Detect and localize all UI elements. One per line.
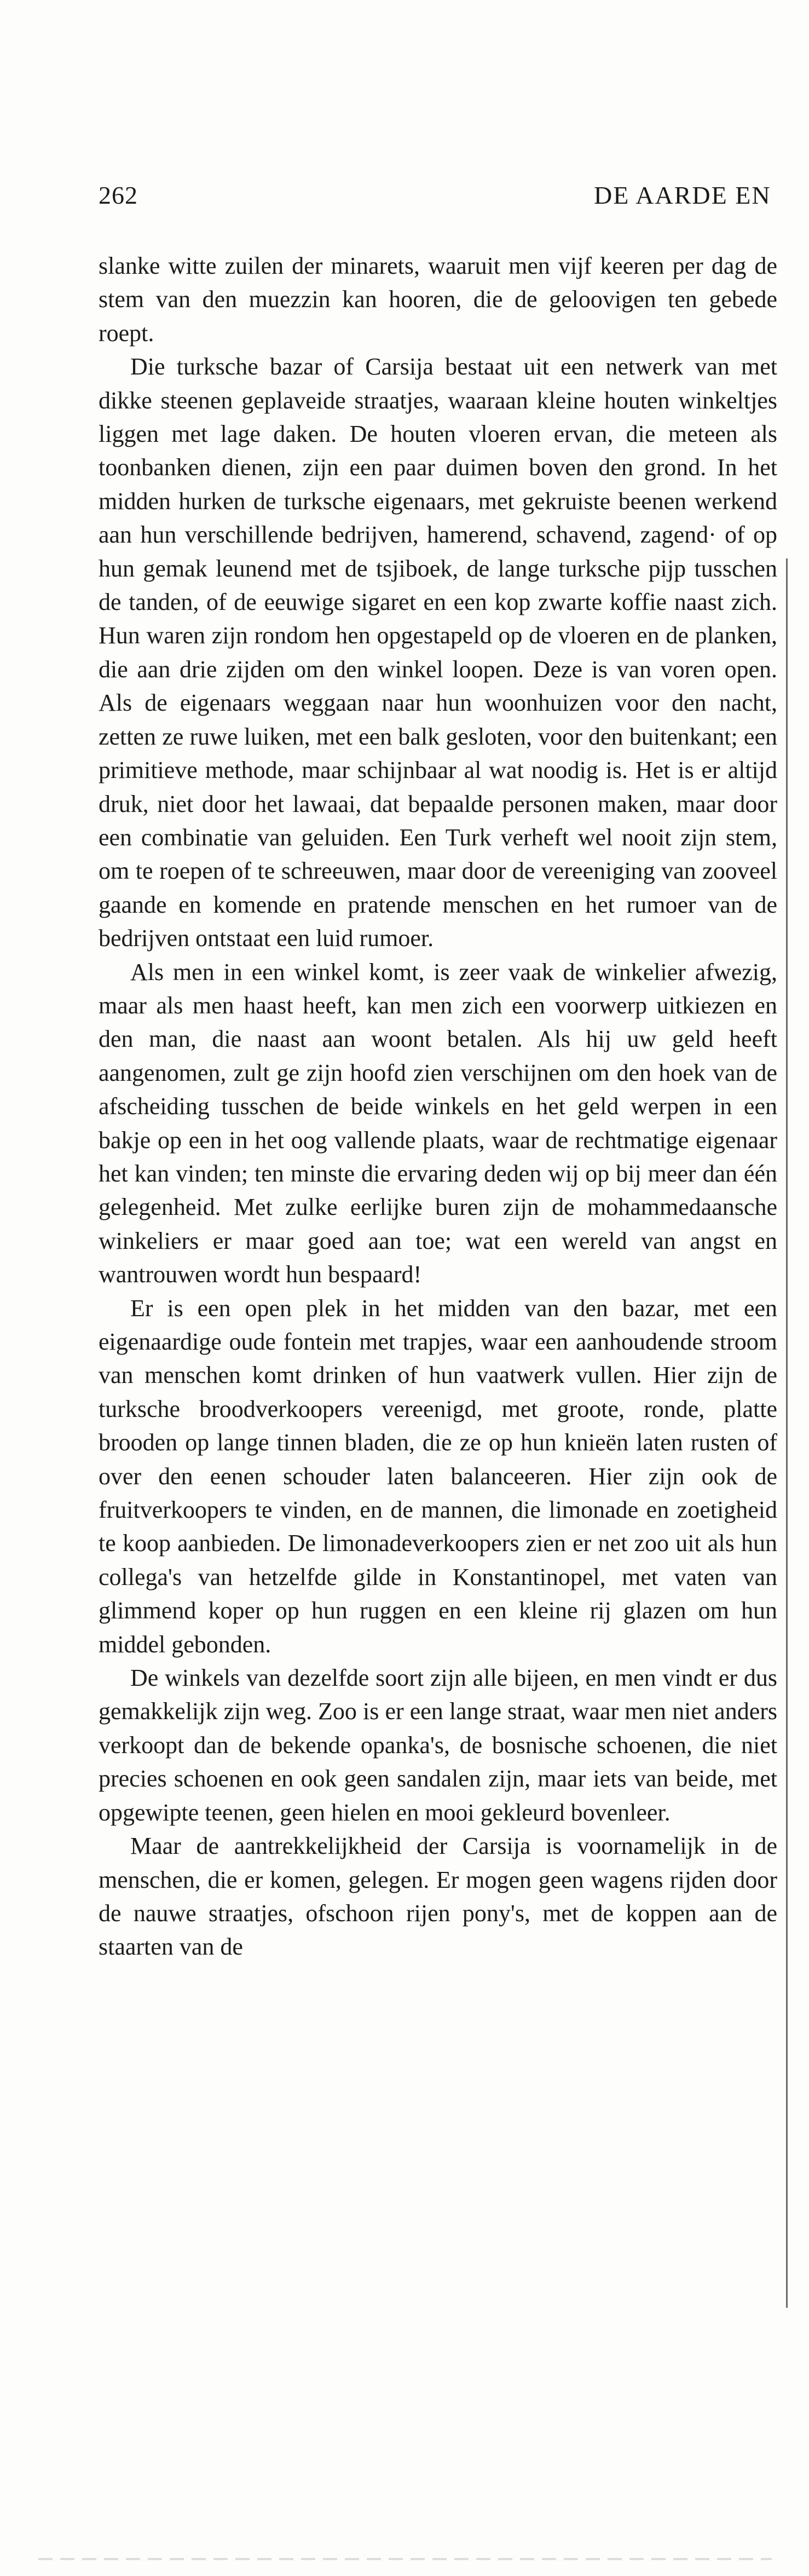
running-head [0, 181, 809, 214]
paragraph-3: Als men in een winkel komt, is zeer vaak de winkelier afwezig, maar als men haast heeft, kan men zich een voorwerp uitkiezen en den man, die naast aan woont betalen. Als hij uw geld heeft aangenomen, zult ge zijn hoofd zien verschijnen om den hoek van de afscheiding tusschen de beide winkels en het geld werpen in een bakje op een in het oog vallende plaats, waar de rechtmatige eigenaar het kan vinden; ten minste die ervaring deden wij op bij meer dan één gelegenheid. Met zulke eerlijke buren zijn de mohammedaansche winkeliers er maar goed aan toe; wat een wereld van angst en wantrouwen wordt hun bespaard! [99, 958, 777, 1288]
body-text [99, 249, 777, 2357]
paragraph-2: Die turksche bazar of Carsija bestaat uit een netwerk van met dikke steenen geplaveide straatjes, waaraan kleine houten winkeltjes liggen met lage daken. De houten vloeren ervan, die meteen als toonbanken dienen, zijn een paar duimen boven den grond. In het midden hurken de turksche eigenaars, met gekruiste beenen werkend aan hun verschillende bedrijven, hamerend, schavend, zagend· of op hun gemak leunend met de tsjiboek, de lange turksche pijp tusschen de tanden, of de eeuwige sigaret en een kop zwarte koffie naast zich. Hun waren zijn rondom hen opgestapeld op de vloeren en de planken, die aan drie zijden om den winkel loopen. Deze is van voren open. Als de eigenaars weggaan naar hun woonhuizen voor den nacht, zetten ze ruwe luiken, met een balk gesloten, voor den buitenkant; een primitieve methode, maar schijnbaar al wat noodig is. Het is er altijd druk, niet door het lawaai, dat bepaalde personen maken, maar door een combinatie van geluiden. Een Turk verheft wel nooit zijn stem, om te roepen of te schreeuwen, maar door de vereeniging van zooveel gaande en komende en pratende menschen en het rumoer van de bedrijven ontstaat een luid rumoer. [99, 353, 777, 952]
paragraph-1: slanke witte zuilen der minarets, waaruit men vijf keeren per dag de stem van den muezzin kan hooren, die de geloovigen ten gebede roept. [99, 252, 777, 347]
margin-rule [786, 558, 788, 2308]
paragraph-6: Maar de aantrekkelijkheid der Carsija is voornamelijk in de menschen, die er komen, gelegen. Er mogen geen wagens rijden door de nauwe straatjes, ofschoon rijen pony's, met de koppen aan de staarten van de [99, 1832, 777, 1961]
running-title: DE AARDE EN [594, 181, 771, 209]
scan-edge-mark [38, 2558, 772, 2560]
paragraph-4: Er is een open plek in het midden van den bazar, met een eigenaardige oude fontein met trapjes, waar een aanhoudende stroom van menschen komt drinken of hun vaatwerk vullen. Hier zijn de turksche broodverkoopers vereenigd, met groote, ronde, platte brooden op lange tinnen bladen, die ze op hun knieën laten rusten of over den eenen schouder laten balanceeren. Hier zijn ook de fruitverkoopers te vinden, en de mannen, die limonade en zoetigheid te koop aanbieden. De limonadeverkoopers zien er net zoo uit als hun collega's van hetzelfde gilde in Konstantinopel, met vaten van glimmend koper op hun ruggen en een kleine rij glazen om hun middel gebonden. [99, 1294, 777, 1658]
paragraph-5: De winkels van dezelfde soort zijn alle bijeen, en men vindt er dus gemakkelijk zijn weg. Zoo is er een lange straat, waar men niet anders verkoopt dan de bekende opanka's, de bosnische schoenen, die niet precies schoenen en ook geen sandalen zijn, maar iets van beide, met opgewipte teenen, geen hielen en mooi gekleurd bovenleer. [99, 1664, 777, 1826]
page-number: 262 [99, 181, 138, 209]
